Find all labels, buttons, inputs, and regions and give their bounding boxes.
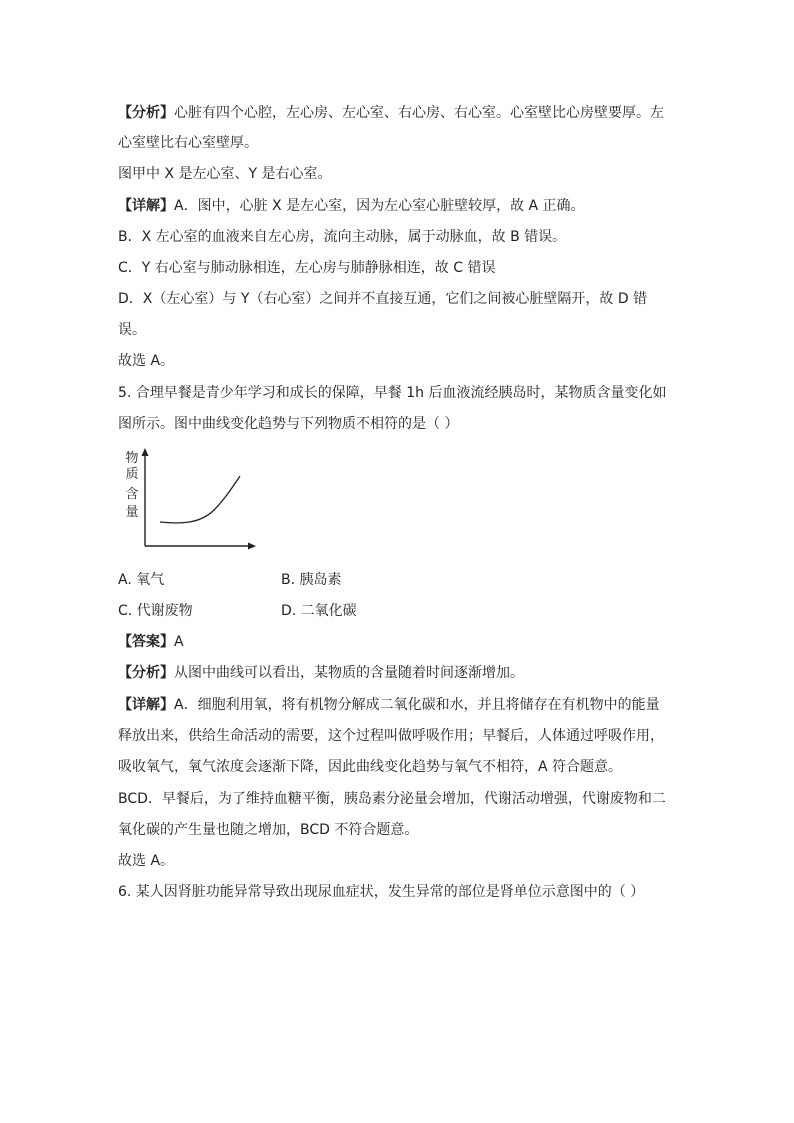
detail-line-a	[118, 196, 585, 216]
detail-line-b: B．X 左心室的血液来自左心房，流向主动脉，属于动脉血，故 B 错误。	[118, 229, 567, 245]
q5-detail-line-2: 释放出来，供给生命活动的需要，这个过程叫做呼吸作用；早餐后，人体通过呼吸作用，	[118, 728, 664, 744]
q5-detail-line-4: BCD．早餐后，为了维持血糖平衡，胰岛素分泌量会增加，代谢活动增强，代谢废物和二	[118, 791, 666, 807]
analysis-line-1	[118, 103, 664, 123]
q5-stem-line-2: 图所示。图中曲线变化趋势与下列物质不相符的是（ ）	[118, 416, 459, 432]
q5-analysis-line	[118, 663, 524, 683]
q5-stem-line-1: 5. 合理早餐是青少年学习和成长的保障，早餐 1h 后血液流经胰岛时，某物质含量变化如	[118, 385, 667, 401]
analysis-line-3: 图甲中 X 是左心室、Y 是右心室。	[118, 166, 332, 182]
q5-detail-line-5: 氧化碳的产生量也随之增加，BCD 不符合题意。	[118, 822, 419, 838]
choice-line-q4: 故选 A。	[118, 353, 175, 369]
option-b: B. 胰岛素	[281, 572, 342, 588]
y-axis-char-2: 质	[125, 467, 139, 482]
q6-stem-line: 6. 某人因肾脏功能异常导致出现尿血症状，发生异常的部位是肾单位示意图中的（ ）	[118, 884, 645, 900]
detail-label: 【详解】	[118, 198, 174, 214]
trend-curve	[160, 476, 240, 523]
q5-detail-line-1	[118, 695, 660, 715]
detail-text-a: A．图中，心脏 X 是左心室，因为左心室心脏壁较厚，故 A 正确。	[174, 198, 585, 214]
option-c: C. 代谢废物	[118, 603, 193, 619]
choice-line-q5: 故选 A。	[118, 853, 175, 869]
q5-detail-line-3: 吸收氧气，氧气浓度会逐渐下降，因此曲线变化趋势与氧气不相符，A 符合题意。	[118, 759, 623, 775]
analysis-text: 心脏有四个心腔，左心房、左心室、右心房、右心室。心室壁比心房壁要厚。左	[174, 105, 664, 121]
q5-detail-label: 【详解】	[118, 697, 174, 713]
y-axis-char-1: 物	[125, 451, 139, 466]
analysis-line-2: 心室壁比右心室壁厚。	[118, 135, 258, 151]
answer-label: 【答案】	[118, 634, 174, 650]
q5-detail-text-1: A．细胞利用氧，将有机物分解成二氧化碳和水，并且将储存在有机物中的能量	[174, 697, 660, 713]
analysis-label: 【分析】	[118, 105, 174, 121]
substance-content-graph	[118, 446, 268, 558]
answer-value: A	[174, 634, 184, 650]
q5-analysis-text: 从图中曲线可以看出，某物质的含量随着时间逐渐增加。	[174, 665, 524, 681]
x-axis-arrow-icon	[248, 543, 256, 550]
answer-line	[118, 632, 184, 652]
y-axis-arrow-icon	[142, 448, 149, 456]
y-axis-char-3: 含	[125, 487, 139, 502]
detail-line-d2: 误。	[118, 322, 146, 338]
q5-analysis-label: 【分析】	[118, 665, 174, 681]
option-d: D. 二氧化碳	[281, 603, 357, 619]
y-axis-char-4: 量	[125, 505, 139, 520]
detail-line-d1: D．X（左心室）与 Y（右心室）之间并不直接互通，它们之间被心脏壁隔开，故 D 错	[118, 291, 648, 307]
option-a: A. 氧气	[118, 572, 165, 588]
detail-line-c: C．Y 右心室与肺动脉相连，左心房与肺静脉相连，故 C 错误	[118, 260, 496, 276]
